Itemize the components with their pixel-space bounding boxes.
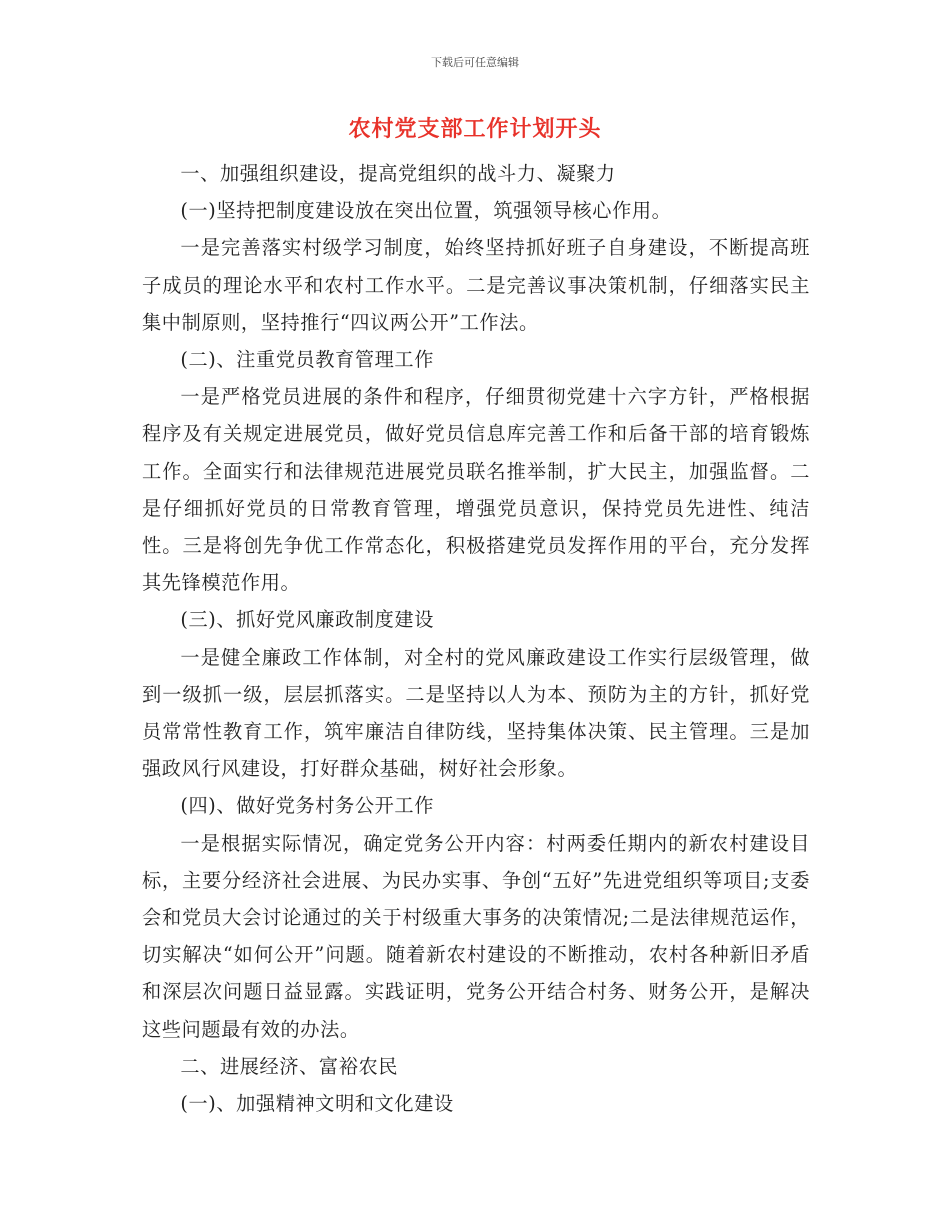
paragraph: 一是完善落实村级学习制度，始终坚持抓好班子自身建设，不断提高班子成员的理论水平和农村工作水平。二是完善议事决策机制，仔细落实民主集中制原则，坚持推行“四议两公开”工作法。 <box>142 236 810 334</box>
subsection-heading-1-3: (三)、抓好党风廉政制度建设 <box>180 608 435 632</box>
subsection-heading-1-4: (四)、做好党务村务公开工作 <box>180 794 435 818</box>
subsection-heading-1-2: (二)、注重党员教育管理工作 <box>180 348 435 372</box>
subsection-heading-2-1: (一)、加强精神文明和文化建设 <box>180 1092 454 1116</box>
document-body <box>142 155 810 1122</box>
paragraph: 一是严格党员进展的条件和程序，仔细贯彻党建十六字方针，严格根据程序及有关规定进展党员，做好党员信息库完善工作和后备干部的培育锻炼工作。全面实行和法律规范进展党员联名推举制，扩大民主，加强监督。二是仔细抓好党员的日常教育管理，增强党员意识，保持党员先进性、纯洁性。三是将创先争优工作常态化，积极搭建党员发挥作用的平台，充分发挥其先锋模范作用。 <box>142 385 810 595</box>
header-note: 下载后可任意编辑 <box>431 56 519 69</box>
document-title: 农村党支部工作计划开头 <box>348 117 602 142</box>
section-heading-2: 二、进展经济、富裕农民 <box>180 1054 399 1078</box>
paragraph: 一是健全廉政工作体制，对全村的党风廉政建设工作实行层级管理，做到一级抓一级，层层抓落实。二是坚持以人为本、预防为主的方针，抓好党员常常性教育工作，筑牢廉洁自律防线，坚持集体决策、民主管理。三是加强政风行风建设，打好群众基础，树好社会形象。 <box>142 645 810 781</box>
paragraph: 一是根据实际情况，确定党务公开内容：村两委任期内的新农村建设目标，主要分经济社会进展、为民办实事、争创“五好”先进党组织等项目;支委会和党员大会讨论通过的关于村级重大事务的决策情况;二是法律规范运作，切实解决“如何公开”问题。随着新农村建设的不断推动，农村各种新旧矛盾和深层次问题日益显露。实践证明，党务公开结合村务、财务公开，是解决这些问题最有效的办法。 <box>142 831 810 1041</box>
subsection-heading-1-1: (一)坚持把制度建设放在突出位置，筑强领导核心作用。 <box>180 199 672 223</box>
section-heading-1: 一、加强组织建设，提高党组织的战斗力、凝聚力 <box>180 162 616 185</box>
